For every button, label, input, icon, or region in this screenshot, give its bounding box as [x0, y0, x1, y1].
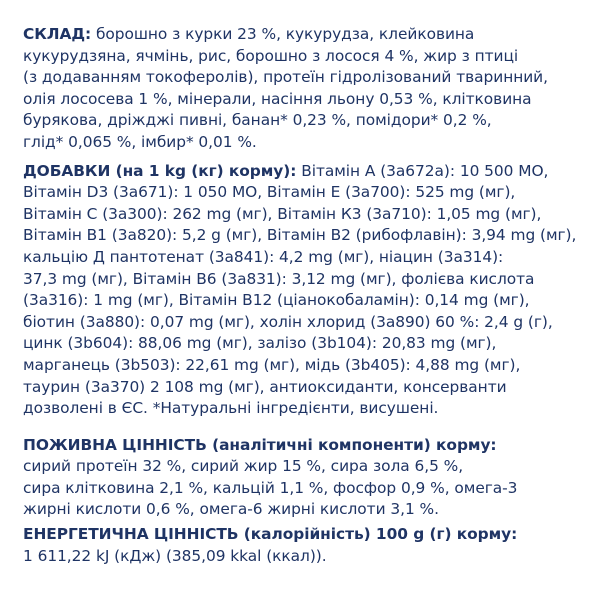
nutrition-heading-line — [23, 435, 591, 457]
additives-heading: ДОБАВКИ (на 1 kg (кг) корму): — [23, 161, 297, 180]
additives-line: біотин (3а880): 0,07 mg (мг), холін хлорид (3а890) 60 %: 2,4 g (г), — [23, 312, 553, 331]
composition-heading: СКЛАД: — [23, 25, 92, 43]
energy-line: 1 611,22 kJ (кДж) (385,09 kkal (ккал)). — [23, 546, 327, 565]
nutrition-line: жирні кислоти 0,6 %, омега-6 жирні кислоти 3,1 %. — [23, 500, 439, 519]
composition-line: глід* 0,065 %, імбир* 0,01 %. — [23, 132, 257, 151]
energy-heading: ЕНЕРГЕТИЧНА ЦІННІСТЬ (калорійність) 100 g (г) корму: — [23, 525, 518, 544]
additives-line: кальцію Д пантотенат (3а841): 4,2 mg (мг), ніацин (3а314): — [23, 247, 504, 266]
energy-section — [23, 524, 591, 567]
additives-line: Вітамін В1 (3а820): 5,2 g (мг), Вітамін В2 (рибофлавін): 3,94 mg (мг), — [23, 226, 577, 245]
nutrition-line: сирий протеїн 32 %, сирий жир 15 %, сира зола 6,5 %, — [23, 457, 464, 476]
nutrition-section — [23, 435, 591, 521]
composition-line — [23, 24, 591, 46]
additives-section — [23, 161, 591, 420]
ingredients-label — [23, 24, 591, 567]
additives-line: таурин (3а370) 2 108 mg (мг), антиоксиданти, консерванти — [23, 377, 507, 396]
additives-line: Вітамін D3 (3а671): 1 050 МО, Вітамін Е (3а700): 525 mg (мг), — [23, 183, 516, 202]
additives-line: 37,3 mg (мг), Вітамін В6 (3а831): 3,12 mg (мг), фолієва кислота — [23, 269, 535, 288]
composition-line: олія лососева 1 %, мінерали, насіння льону 0,53 %, клітковина — [23, 89, 532, 108]
additives-line: дозволені в ЄС. *Натуральні інгредієнти, висушені. — [23, 399, 439, 418]
additives-line: Вітамін С (3а300): 262 mg (мг), Вітамін К3 (3а710): 1,05 mg (мг), — [23, 204, 542, 223]
composition-line: кукурудзяна, ячмінь, рис, борошно з лосося 4 %, жир з птиці — [23, 46, 519, 65]
nutrition-line: сира клітковина 2,1 %, кальцій 1,1 %, фосфор 0,9 %, омега-3 — [23, 478, 518, 497]
additives-line: (3а316): 1 mg (мг), Вітамін В12 (ціанокобаламін): 0,14 mg (мг), — [23, 291, 530, 310]
composition-text: борошно з курки 23 %, кукурудза, клейковина — [91, 25, 475, 43]
composition-line: (з додаванням токоферолів), протеїн гідролізований тваринний, — [23, 68, 548, 87]
additives-line — [23, 161, 591, 183]
energy-heading-line — [23, 524, 591, 546]
additives-text: Вітамін А (3а672а): 10 500 МО, — [296, 161, 549, 180]
additives-line: цинк (3b604): 88,06 mg (мг), залізо (3b104): 20,83 mg (мг), — [23, 334, 497, 353]
composition-section — [23, 24, 591, 154]
composition-line: бурякова, дріжджі пивні, банан* 0,23 %, помідори* 0,2 %, — [23, 111, 492, 130]
additives-line: марганець (3b503): 22,61 mg (мг), мідь (3b405): 4,88 mg (мг), — [23, 355, 521, 374]
nutrition-heading: ПОЖИВНА ЦІННІСТЬ (аналітичні компоненти) корму: — [23, 435, 497, 454]
